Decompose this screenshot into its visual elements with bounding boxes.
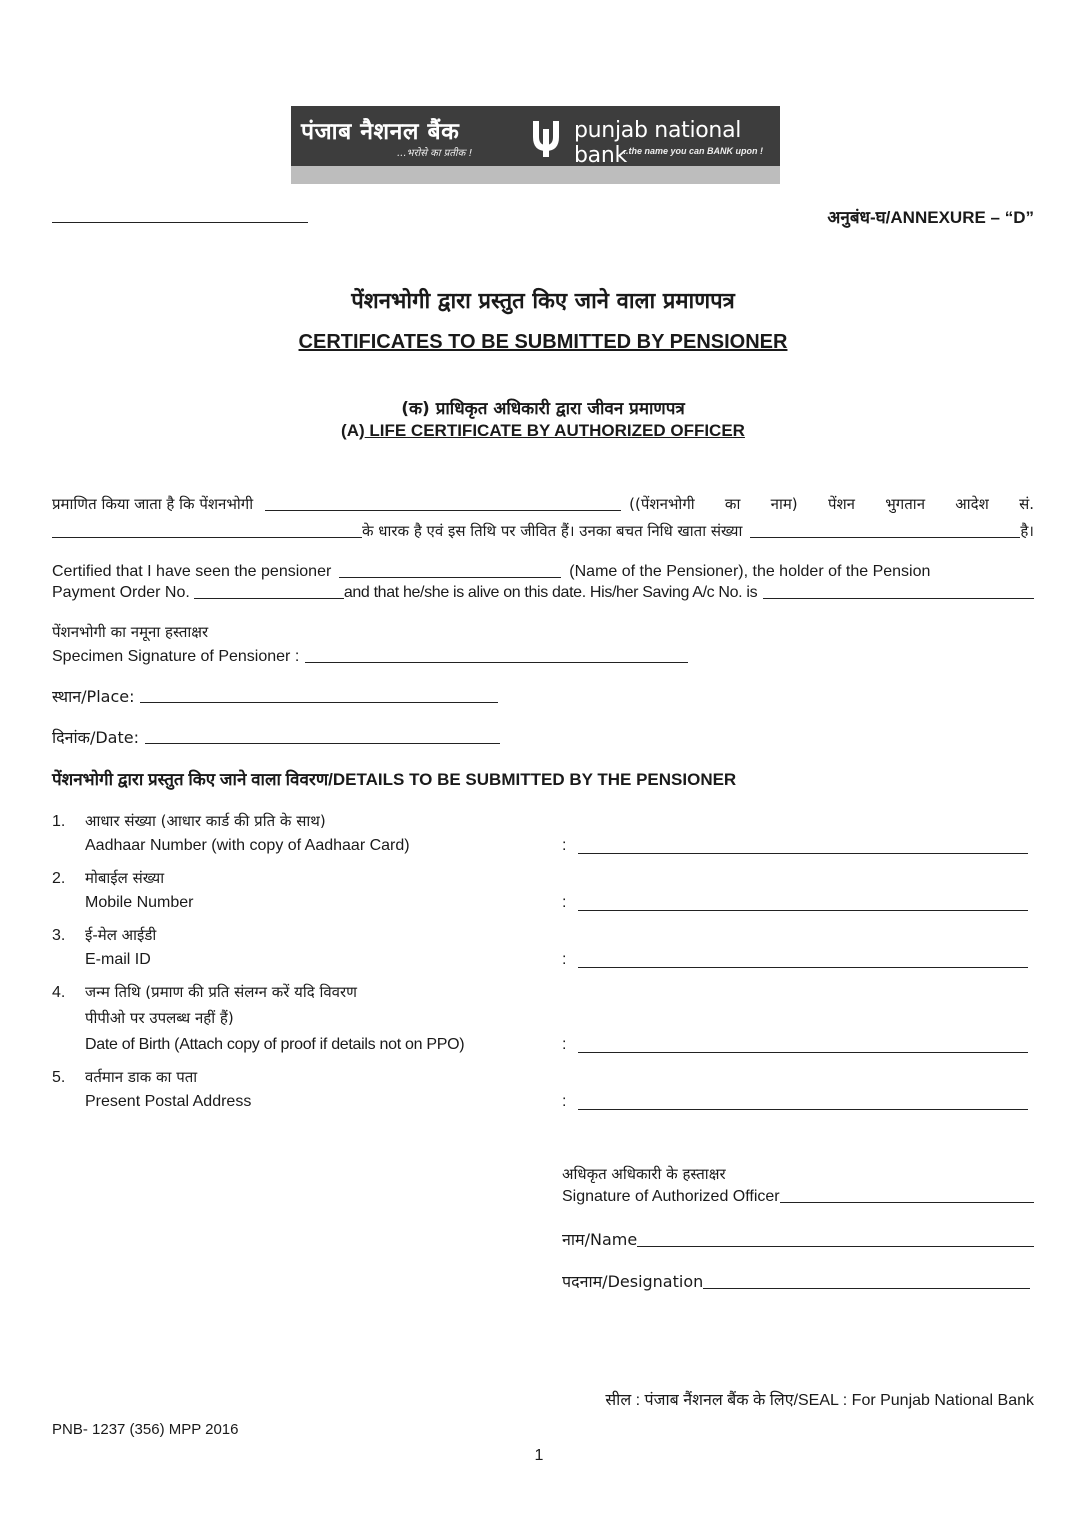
- item-hindi-label: जन्म तिथि (प्रमाण की प्रति संलग्न करें यदि विवरण: [85, 983, 357, 1001]
- cert-hindi-line-2: [52, 521, 1034, 542]
- item-number: 1.: [52, 813, 66, 830]
- officer-name-field[interactable]: [637, 1245, 1034, 1247]
- place-label: स्थान/Place:: [52, 687, 135, 706]
- detail-item-aadhaar: [52, 810, 1028, 858]
- officer-signature-hindi: अधिकृत अधिकारी के हस्ताक्षर: [562, 1165, 726, 1183]
- title-english-text: CERTIFICATES TO BE SUBMITTED BY PENSIONER: [298, 331, 788, 353]
- date-row: [52, 727, 500, 748]
- aadhaar-number-field[interactable]: [578, 852, 1028, 854]
- email-field[interactable]: [578, 966, 1028, 968]
- saving-account-field-hindi[interactable]: [750, 536, 1020, 538]
- logo-hindi-name: पंजाब नैशनल बैंक: [301, 119, 460, 145]
- logo-english-tagline: ...the name you can BANK upon !: [621, 146, 764, 156]
- pensioner-name-field[interactable]: [339, 576, 561, 578]
- logo-english-name: punjab national bank: [574, 118, 742, 168]
- title-english: [0, 331, 1086, 354]
- item-hindi-label: ई-मेल आईडी: [85, 926, 157, 944]
- ppo-number-field[interactable]: [194, 597, 344, 599]
- item-colon: :: [562, 1093, 567, 1110]
- item-number: 2.: [52, 870, 66, 887]
- item-english-label: Present Postal Address: [85, 1093, 252, 1110]
- place-row: [52, 686, 498, 707]
- cert-english-text-1: Certified that I have seen the pensioner: [52, 563, 332, 580]
- section-a-title: LIFE CERTIFICATE BY AUTHORIZED OFFICER: [364, 421, 745, 440]
- pensioner-name-field-hindi[interactable]: [265, 509, 621, 511]
- cert-english-text-4: and that he/she is alive on this date. His/her Saving A/c No. is: [343, 584, 758, 601]
- officer-signature-row: [562, 1188, 1034, 1206]
- item-colon: :: [562, 951, 567, 968]
- officer-name-label: नाम/Name: [562, 1230, 638, 1249]
- detail-item-mobile: [52, 867, 1028, 915]
- cert-hindi-text-2: ((पेंशनभोगी का नाम) पेंशन भुगतान आदेश सं.: [629, 495, 1034, 513]
- officer-name-row: [562, 1228, 1034, 1250]
- cert-hindi-text-4: है।: [1020, 522, 1034, 540]
- cert-english-line-1: [52, 561, 1034, 582]
- item-hindi-label: वर्तमान डाक का पता: [85, 1068, 198, 1086]
- pnb-emblem-icon: [531, 115, 561, 157]
- ppo-number-field-hindi[interactable]: [52, 536, 362, 538]
- saving-account-field[interactable]: [763, 597, 1034, 599]
- cert-english-text-2: (Name of the Pensioner), the holder of the Pension: [569, 563, 931, 580]
- item-english-label: Mobile Number: [85, 894, 194, 911]
- officer-signature-field[interactable]: [780, 1201, 1034, 1203]
- logo-grey-band: [291, 166, 780, 184]
- section-a-english: [0, 421, 1086, 441]
- date-of-birth-field[interactable]: [578, 1051, 1028, 1053]
- place-field[interactable]: [140, 701, 498, 703]
- cert-hindi-line-1: [52, 494, 1034, 515]
- specimen-signature-field[interactable]: [305, 661, 688, 663]
- bank-logo: [291, 106, 780, 184]
- seal-label: सील : पंजाब नैंशनल बैंक के लिए/SEAL : For Punjab National Bank: [605, 1392, 1034, 1409]
- item-english-label: Date of Birth (Attach copy of proof if details not on PPO): [85, 1036, 465, 1053]
- annexure-label: अनुबंध-घ/ANNEXURE – “D”: [827, 208, 1034, 227]
- date-field[interactable]: [145, 742, 500, 744]
- details-heading: पेंशनभोगी द्वारा प्रस्तुत किए जाने वाला विवरण/DETAILS TO BE SUBMITTED BY THE PENSIONER: [52, 770, 737, 789]
- postal-address-field[interactable]: [578, 1108, 1028, 1110]
- officer-designation-row: [562, 1270, 1030, 1292]
- specimen-signature-label: Specimen Signature of Pensioner :: [52, 648, 300, 665]
- officer-signature-label: Signature of Authorized Officer: [562, 1188, 780, 1205]
- page-number: 1: [534, 1447, 544, 1464]
- specimen-signature-hindi: पेंशनभोगी का नमूना हस्ताक्षर: [52, 623, 209, 641]
- detail-item-email: [52, 924, 1028, 972]
- item-hindi-label: आधार संख्या (आधार कार्ड की प्रति के साथ): [85, 812, 326, 830]
- logo-hindi-tagline: ...भरोसे का प्रतीक !: [397, 148, 473, 159]
- officer-designation-label: पदनाम/Designation: [562, 1272, 704, 1291]
- form-code: PNB- 1237 (356) MPP 2016: [52, 1421, 239, 1438]
- cert-english-line-2: [52, 582, 1034, 603]
- specimen-signature-row: [52, 646, 688, 667]
- item-number: 5.: [52, 1069, 66, 1086]
- mobile-number-field[interactable]: [578, 909, 1028, 911]
- item-colon: :: [562, 1036, 567, 1053]
- item-number: 3.: [52, 927, 66, 944]
- reference-blank-line[interactable]: [52, 222, 308, 223]
- date-label: दिनांक/Date:: [52, 728, 139, 747]
- item-english-label: Aadhaar Number (with copy of Aadhaar Card): [85, 837, 410, 854]
- item-colon: :: [562, 894, 567, 911]
- cert-hindi-text-1: प्रमाणित किया जाता है कि पेंशनभोगी: [52, 495, 254, 513]
- detail-item-address: [52, 1066, 1028, 1114]
- item-number: 4.: [52, 984, 66, 1001]
- title-hindi: पेंशनभोगी द्वारा प्रस्तुत किए जाने वाला प्रमाणपत्र: [351, 289, 735, 314]
- item-hindi-label-2: पीपीओ पर उपलब्ध नहीं हैं): [85, 1009, 234, 1027]
- item-colon: :: [562, 837, 567, 854]
- cert-hindi-text-3: के धारक है एवं इस तिथि पर जीवित हैं। उनका बचत निधि खाता संख्या: [362, 522, 743, 540]
- section-a-prefix: (A): [341, 421, 365, 440]
- section-a-hindi: (क) प्राधिकृत अधिकारी द्वारा जीवन प्रमाणपत्र: [401, 399, 685, 419]
- detail-item-dob: [52, 981, 1028, 1057]
- item-english-label: E-mail ID: [85, 951, 151, 968]
- item-hindi-label: मोबाईल संख्या: [85, 869, 165, 887]
- cert-english-text-3: Payment Order No.: [52, 584, 190, 601]
- officer-designation-field[interactable]: [703, 1287, 1030, 1289]
